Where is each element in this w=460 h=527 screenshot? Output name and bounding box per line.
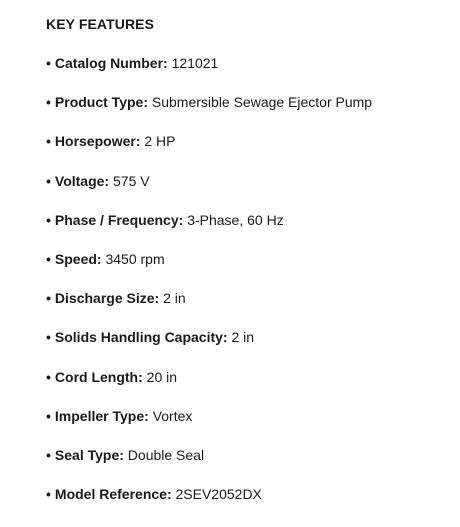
feature-item-solids-handling	[46, 327, 446, 347]
feature-value: Vortex	[152, 407, 193, 424]
feature-label: Seal Type:	[54, 446, 124, 463]
feature-item-speed	[46, 249, 446, 269]
feature-label: Voltage:	[54, 172, 110, 189]
bullet-icon: •	[46, 486, 51, 503]
bullet-icon: •	[46, 290, 51, 307]
feature-value: 20 in	[146, 368, 178, 385]
feature-label: Phase / Frequency:	[54, 211, 184, 228]
bullet-icon: •	[46, 211, 51, 228]
bullet-icon: •	[46, 172, 51, 189]
feature-item-horsepower	[46, 131, 446, 151]
bullet-icon: •	[46, 446, 51, 463]
bullet-icon: •	[46, 368, 51, 385]
feature-label: Cord Length:	[54, 368, 143, 385]
feature-label: Horsepower:	[54, 133, 141, 150]
bullet-icon: •	[46, 55, 51, 71]
feature-item-seal-type	[46, 445, 446, 465]
feature-value: 3450 rpm	[105, 250, 165, 267]
section-heading: KEY FEATURES	[46, 16, 155, 32]
bullet-icon: •	[46, 329, 51, 346]
key-features-section	[46, 14, 446, 523]
feature-value: 2 in	[231, 329, 255, 346]
feature-item-catalog-number	[46, 53, 446, 73]
feature-value: Submersible Sewage Ejector Pump	[151, 94, 373, 111]
feature-item-cord-length	[46, 367, 446, 387]
feature-list	[46, 53, 446, 504]
feature-item-voltage	[46, 171, 446, 191]
feature-value: 2 HP	[144, 133, 176, 150]
bullet-icon: •	[46, 250, 51, 267]
feature-item-discharge-size	[46, 288, 446, 308]
feature-value: 3-Phase, 60 Hz	[187, 211, 284, 228]
feature-label: Model Reference:	[54, 486, 172, 503]
bullet-icon: •	[46, 407, 51, 424]
feature-value: 121021	[171, 55, 219, 71]
feature-value: 575 V	[113, 172, 150, 189]
feature-label: Catalog Number:	[54, 55, 168, 71]
feature-label: Solids Handling Capacity:	[54, 329, 228, 346]
bullet-icon: •	[46, 94, 51, 111]
feature-item-impeller-type	[46, 406, 446, 426]
feature-value: 2 in	[163, 290, 186, 307]
feature-label: Product Type:	[54, 94, 148, 111]
feature-label: Impeller Type:	[54, 407, 149, 424]
feature-item-product-type	[46, 92, 446, 112]
feature-label: Speed:	[54, 250, 102, 267]
bullet-icon: •	[46, 133, 51, 150]
feature-label: Discharge Size:	[54, 290, 160, 307]
feature-item-model-reference	[46, 484, 446, 504]
feature-item-phase-frequency	[46, 210, 446, 230]
feature-value: 2SEV2052DX	[175, 486, 262, 503]
feature-value: Double Seal	[127, 446, 205, 463]
